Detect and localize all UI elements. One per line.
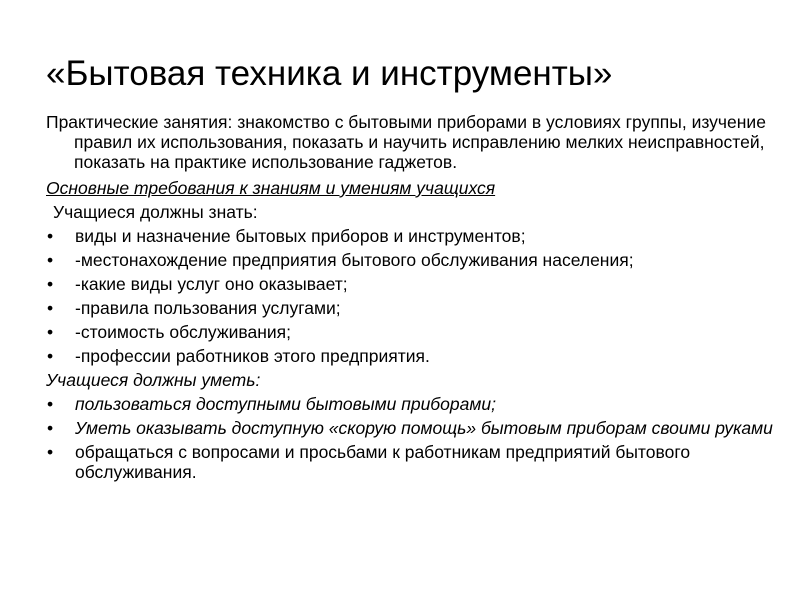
slide-title: «Бытовая техника и инструменты» bbox=[46, 54, 613, 93]
bullet-icon: • bbox=[47, 418, 54, 438]
slide-body bbox=[46, 112, 776, 486]
list-item-text: -местонахождение предприятия бытового обслуживания населения; bbox=[75, 250, 634, 270]
list-item-text: обращаться с вопросами и просьбами к работникам предприятий бытового обслуживания. bbox=[75, 442, 691, 482]
list-item-text: -правила пользования услугами; bbox=[75, 298, 341, 318]
list-item bbox=[46, 322, 776, 342]
can-list bbox=[46, 394, 776, 482]
intro-paragraph: Практические занятия: знакомство с бытовыми приборами в условиях группы, изучение правил их использования, показать и научить исправлению мелких неисправностей, показать на практике использование гаджетов. bbox=[46, 112, 766, 172]
bullet-icon: • bbox=[47, 346, 54, 366]
bullet-icon: • bbox=[47, 298, 54, 318]
list-item-text: пользоваться доступными бытовыми приборами; bbox=[75, 394, 496, 414]
bullet-icon: • bbox=[47, 226, 54, 246]
bullet-icon: • bbox=[47, 250, 54, 270]
list-item bbox=[46, 346, 776, 366]
list-item bbox=[46, 442, 776, 482]
requirements-heading: Основные требования к знаниям и умениям учащихся bbox=[46, 178, 496, 198]
list-item bbox=[46, 418, 776, 438]
list-item bbox=[46, 274, 776, 294]
can-heading: Учащиеся должны уметь: bbox=[46, 370, 261, 390]
list-item-text: Уметь оказывать доступную «скорую помощь» бытовым приборам своими руками bbox=[75, 418, 773, 438]
bullet-icon: • bbox=[47, 394, 54, 414]
list-item-text: -стоимость обслуживания; bbox=[75, 322, 291, 342]
list-item-text: -какие виды услуг оно оказывает; bbox=[75, 274, 348, 294]
know-heading: Учащиеся должны знать: bbox=[53, 202, 258, 222]
list-item bbox=[46, 226, 776, 246]
list-item bbox=[46, 250, 776, 270]
know-list bbox=[46, 226, 776, 366]
bullet-icon: • bbox=[47, 442, 54, 462]
bullet-icon: • bbox=[47, 274, 54, 294]
list-item-text: виды и назначение бытовых приборов и инструментов; bbox=[75, 226, 526, 246]
list-item-text: -профессии работников этого предприятия. bbox=[75, 346, 430, 366]
list-item bbox=[46, 298, 776, 318]
list-item bbox=[46, 394, 776, 414]
bullet-icon: • bbox=[47, 322, 54, 342]
